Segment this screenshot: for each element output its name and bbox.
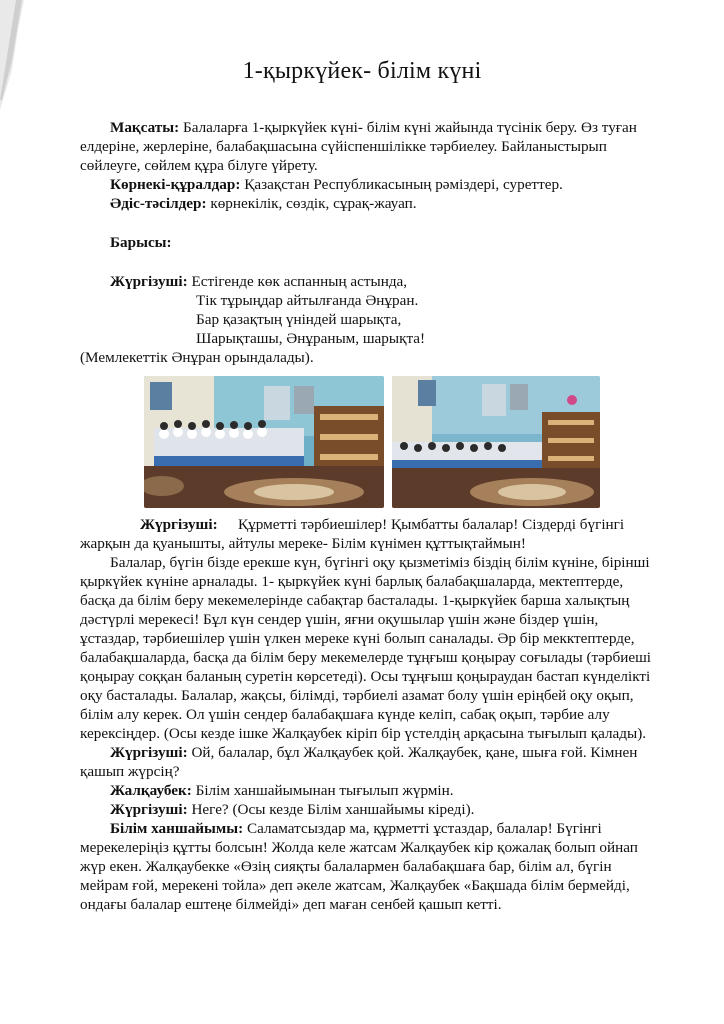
anthem-speaker: Жүргізуші: (110, 273, 188, 290)
classroom-photo-2 (392, 376, 600, 508)
greeting-paragraph (80, 515, 660, 553)
progress-heading: Барысы: (110, 234, 172, 251)
dialogue-line (80, 781, 660, 800)
goal-label: Мақсаты: (110, 119, 180, 136)
dialogue-line (80, 819, 660, 914)
dialogue-speaker: Жүргізуші: (110, 744, 188, 761)
dialogue-text: Саламатсыздар ма, құрметті ұстаздар, балалар! Бүгінгі мерекелеріңіз құтты болсын! Жолда келе жатсам Жалқаубек кір қожалақ болып ойнап жүр екен. Жалқаубекке «Өзің сияқты балалармен балабақшаға бар, білім ал, бүгін мейрам ғой, мерекені тойла» деп әкеле жатсам, Жалқаубек «Бақшада білім бермейді, ондағы балалар ештеңе білмейді» деп маған сенбей қашып кетті. (80, 820, 638, 913)
photos-row (0, 376, 724, 508)
greeting-block (80, 515, 660, 914)
dialogue-text: Білім ханшайымынан тығылып жүрмін. (191, 782, 454, 799)
anthem-line-1: Естігенде көк аспанның астында, (187, 273, 408, 290)
greeting-text: Құрметті тәрбиешілер! Қымбатты балалар! Сіздерді бүгінгі жарқын да қуанышты, айтулы мереке- Білім күнімен құттықтаймын! (80, 516, 625, 552)
dialogue-line (80, 743, 660, 781)
methods-text: көрнекілік, сөздік, сұрақ-жауап. (206, 195, 417, 212)
dialogue-speaker: Жалқаубек: (110, 782, 192, 799)
goal-paragraph (80, 118, 660, 213)
visual-aids-text: Қазақстан Республикасының рәміздері, суреттер. (240, 176, 563, 193)
classroom-photo-1 (144, 376, 384, 508)
anthem-note: (Мемлекеттік Әнұран орындалады). (80, 349, 314, 366)
visual-aids-label: Көрнекі-құралдар: (110, 176, 241, 193)
dialogue-text: Неге? (Осы кезде Білім ханшайымы кіреді). (187, 801, 475, 818)
dialogue-speaker: Білім ханшайымы: (110, 820, 244, 837)
dialogue-text: Ой, балалар, бұл Жалқаубек қой. Жалқаубек, қане, шыға ғой. Кімнен қашып жүрсің? (80, 744, 638, 780)
greeting-speaker: Жүргізуші: (140, 516, 218, 533)
anthem-line-2: Тік тұрыңдар айтылғанда Әнұран. (196, 292, 419, 309)
greeting-paragraph-2: Балалар, бүгін бізде ерекше күн, бүгінгі оқу қызметіміз біздің білім күніне, бірінші қыркүйек күніне арналады. 1- қыркүйек күні барлық балабақшаларда, мектептерде, басқа да білім беру мекемелерінде сабақтар басталады. 1-қыркүйек барша халықтың дәстүрлі мерекесі! Бұл күн сендер үшін, яғни оқушылар үшін және біздер үшін, ұстаздар, тәрбиешілер үшін үлкен мереке күні болып саналады. Әр бір мекктептерде, балабақшаларда, басқа да білім беру мекемелерде тұңғыш қоңырау соғылады (тәрбиеші қоңырау соққан баланың суретін көрсетеді). Осы тұңғыш қоңыраудан бастап күнделікті оқу басталады. Балалар, жақсы, білімді, тәрбиелі азамат болу үшін еріңбей оқу оқып, білім алу керек. Ол үшін сендер балабақшаға күнде келіп, сабақ оқып, тәрбие алу керексіңдер. (Осы кезде ішке Жалқаубек кіріп бір үстелдің арқасына тығылып қалады). (80, 554, 652, 742)
scan-edge-mark (0, 0, 40, 110)
page-title: 1-қыркүйек- білім күні (242, 58, 482, 84)
dialogue-speaker: Жүргізуші: (110, 801, 188, 818)
anthem-block (80, 272, 660, 367)
methods-label: Әдіс-тәсілдер: (110, 195, 207, 212)
anthem-line-3: Бар қазақтың үніндей шарықта, (196, 311, 402, 328)
goal-text: Балаларға 1-қыркүйек күні- білім күні жайында түсінік беру. Өз туған елдеріне, жерлеріне, балабақшасына сүйіспеншілікке тәрбиелеу. Байланыстырып сөйлеуге, сөйлем құра білуге үйрету. (80, 119, 637, 174)
dialogue-line (80, 800, 660, 819)
anthem-line-4: Шарықташы, Әнұраным, шарықта! (196, 330, 426, 347)
